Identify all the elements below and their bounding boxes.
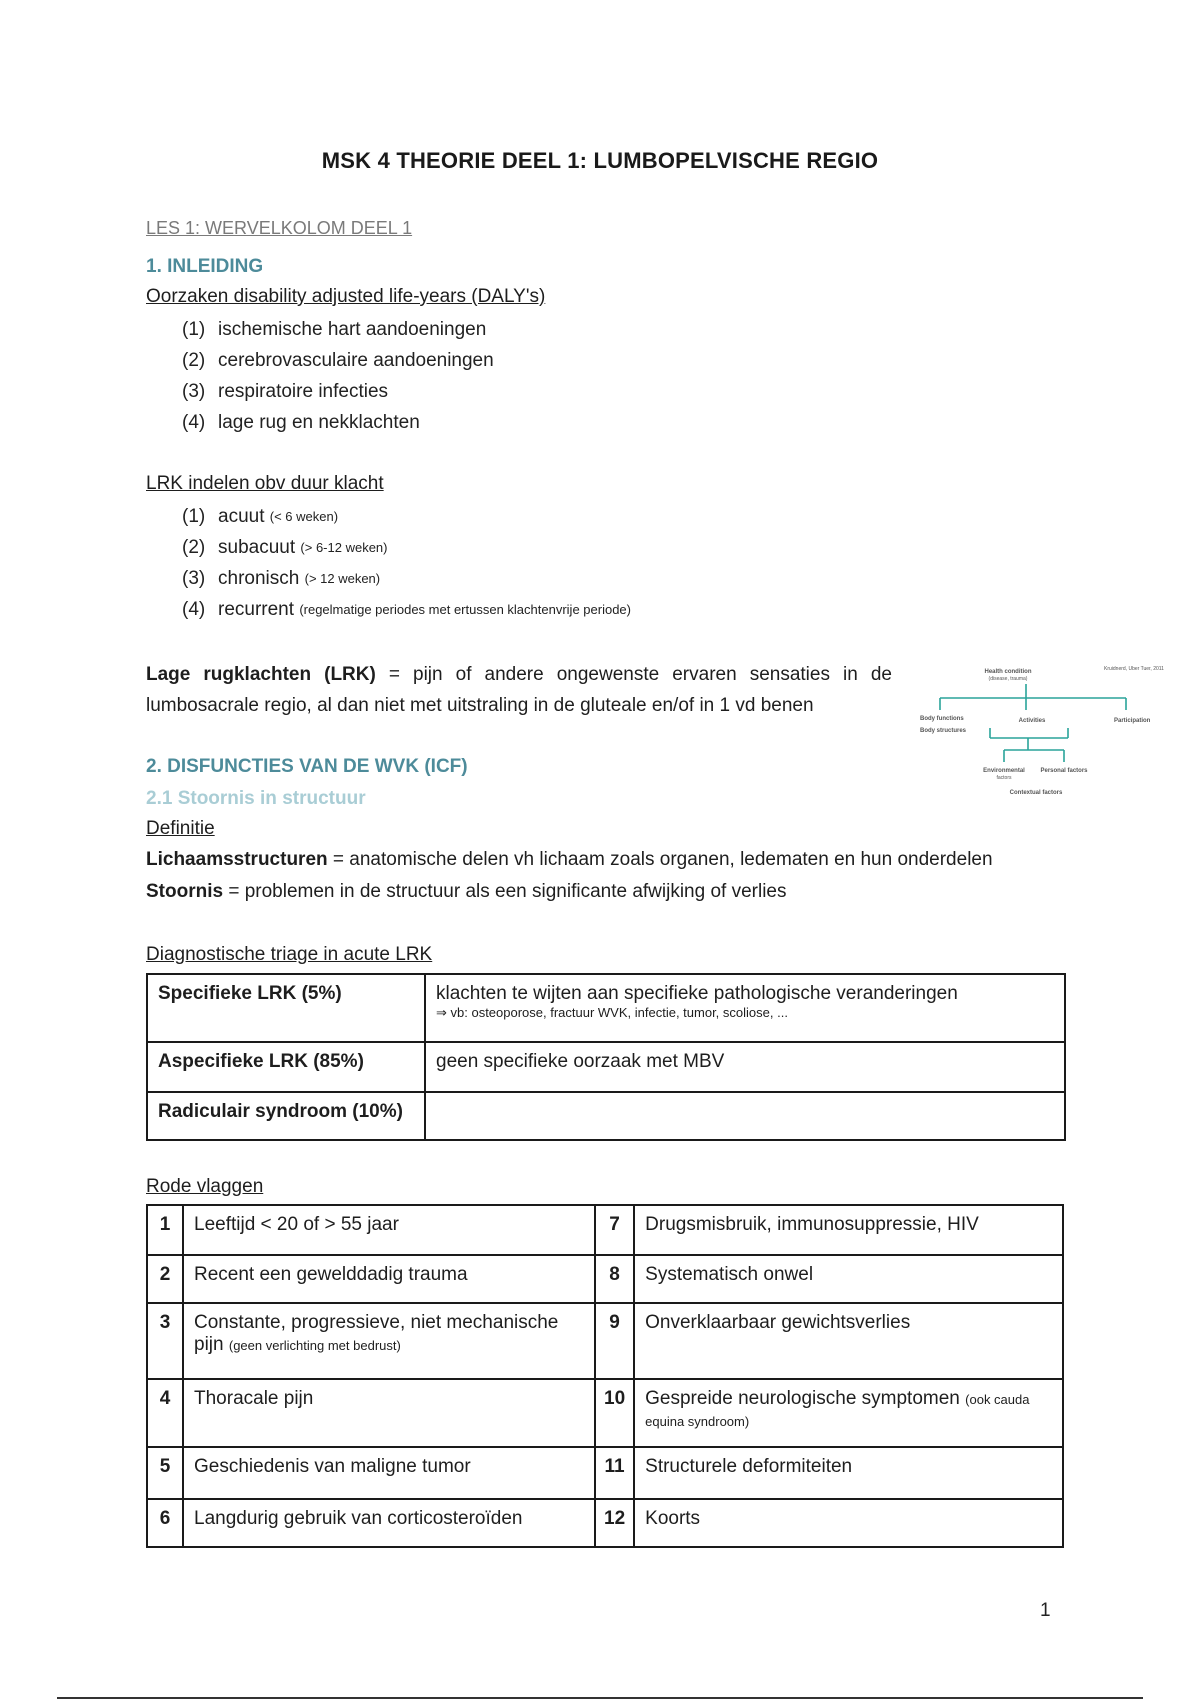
table-cell: Systematisch onwel (634, 1255, 1063, 1303)
icf-contextual: Contextual factors (1009, 790, 1063, 796)
icf-diagram (918, 662, 1178, 802)
table-cell: Radiculair syndroom (10%) (147, 1092, 425, 1140)
table-cell: Geschiedenis van maligne tumor (183, 1447, 595, 1499)
table-row (147, 1379, 1063, 1447)
table-row (147, 1447, 1063, 1499)
icf-environmental: Environmental (983, 768, 1025, 774)
table-row (147, 1042, 1065, 1092)
table-cell: 3 (147, 1303, 183, 1379)
list-item: (3) chronisch (> 12 weken) (182, 568, 381, 589)
table-cell: Onverklaarbaar gewichtsverlies (634, 1303, 1063, 1379)
daly-list (182, 314, 494, 438)
list-item: (2) cerebrovasculaire aandoeningen (182, 350, 494, 371)
triage-heading: Diagnostische triage in acute LRK (146, 944, 433, 965)
page-number: 1 (1040, 1600, 1051, 1621)
table-cell: Langdurig gebruik van corticosteroïden (183, 1499, 595, 1547)
lesson-heading: LES 1: WERVELKOLOM DEEL 1 (146, 218, 413, 238)
table-cell: Structurele deformiteiten (634, 1447, 1063, 1499)
lrk-duration-list (182, 501, 631, 625)
lrk-duration-heading: LRK indelen obv duur klacht (146, 473, 384, 494)
page-title: MSK 4 THEORIE DEEL 1: LUMBOPELVISCHE REGIO (321, 148, 879, 173)
icf-participation: Participation (1114, 718, 1151, 724)
section-1-heading: 1. INLEIDING (146, 256, 264, 277)
table-row (147, 974, 1065, 1042)
list-item: (1) acuut (< 6 weken) (182, 506, 339, 527)
table-cell: 7 (595, 1205, 634, 1255)
table-cell: geen specifieke oorzaak met MBV (425, 1042, 1065, 1092)
table-cell: Specifieke LRK (5%) (147, 974, 425, 1042)
table-row (147, 1255, 1063, 1303)
table-cell: Constante, progressieve, niet mechanische pijn (geen verlichting met bedrust) (183, 1303, 595, 1379)
table-cell: 6 (147, 1499, 183, 1547)
section-2-heading: 2. DISFUNCTIES VAN DE WVK (ICF) (146, 756, 468, 777)
icf-personal: Personal factors (1040, 768, 1088, 774)
icf-health-condition-sub: (disease, trauma) (988, 676, 1028, 682)
icf-environmental-sub: factors (996, 775, 1012, 781)
section-2-1-heading: 2.1 Stoornis in structuur (146, 788, 366, 809)
table-cell: 2 (147, 1255, 183, 1303)
triage-table (146, 973, 1066, 1141)
table-cell: Koorts (634, 1499, 1063, 1547)
table-cell: Aspecifieke LRK (85%) (147, 1042, 425, 1092)
icf-body-functions: Body functions (920, 716, 964, 722)
list-item: (1) ischemische hart aandoeningen (182, 319, 487, 340)
table-cell: Gespreide neurologische symptomen (ook cauda equina syndroom) (634, 1379, 1063, 1447)
table-cell: 5 (147, 1447, 183, 1499)
red-flags-table (146, 1204, 1064, 1548)
table-row (147, 1205, 1063, 1255)
list-item: (4) recurrent (regelmatige periodes met ertussen klachtenvrije periode) (182, 599, 631, 620)
definition-heading: Definitie (146, 818, 215, 839)
table-cell: Thoracale pijn (183, 1379, 595, 1447)
table-cell: klachten te wijten aan specifieke pathologische veranderingen ⇒ vb: osteoporose, fractuur WVK, infectie, tumor, scoliose, ... (425, 974, 1065, 1042)
table-row (147, 1303, 1063, 1379)
daly-heading: Oorzaken disability adjusted life-years (DALY's) (146, 286, 546, 307)
icf-body-structures: Body structures (920, 728, 967, 734)
list-item: (3) respiratoire infecties (182, 381, 389, 402)
icf-citation: Kruidnerd, Uber Tuer, 2011 (1104, 666, 1164, 672)
footer-divider (57, 1697, 1143, 1699)
icf-health-condition: Health condition (984, 669, 1032, 675)
table-cell: 4 (147, 1379, 183, 1447)
definition-body-structures: Lichaamsstructuren = anatomische delen vh lichaam zoals organen, ledematen en hun onderdelen (146, 849, 993, 870)
table-cell: 9 (595, 1303, 634, 1379)
table-cell: 8 (595, 1255, 634, 1303)
table-cell (425, 1092, 1065, 1140)
table-row (147, 1092, 1065, 1140)
table-cell: Leeftijd < 20 of > 55 jaar (183, 1205, 595, 1255)
lrk-definition: Lage rugklachten (LRK) = pijn of andere ongewenste ervaren sensaties in de lumbosacrale regio, al dan niet met uitstraling in de gluteale en/of in 1 vd benen (146, 664, 892, 716)
icf-activities: Activities (1018, 718, 1046, 724)
table-cell: 10 (595, 1379, 634, 1447)
table-cell: 11 (595, 1447, 634, 1499)
table-cell: Recent een gewelddadig trauma (183, 1255, 595, 1303)
red-flags-heading: Rode vlaggen (146, 1176, 264, 1197)
definition-impairment: Stoornis = problemen in de structuur als een significante afwijking of verlies (146, 881, 787, 902)
table-cell: 12 (595, 1499, 634, 1547)
table-row (147, 1499, 1063, 1547)
list-item: (2) subacuut (> 6-12 weken) (182, 537, 388, 558)
list-item: (4) lage rug en nekklachten (182, 412, 420, 433)
table-cell: Drugsmisbruik, immunosuppressie, HIV (634, 1205, 1063, 1255)
table-cell: 1 (147, 1205, 183, 1255)
